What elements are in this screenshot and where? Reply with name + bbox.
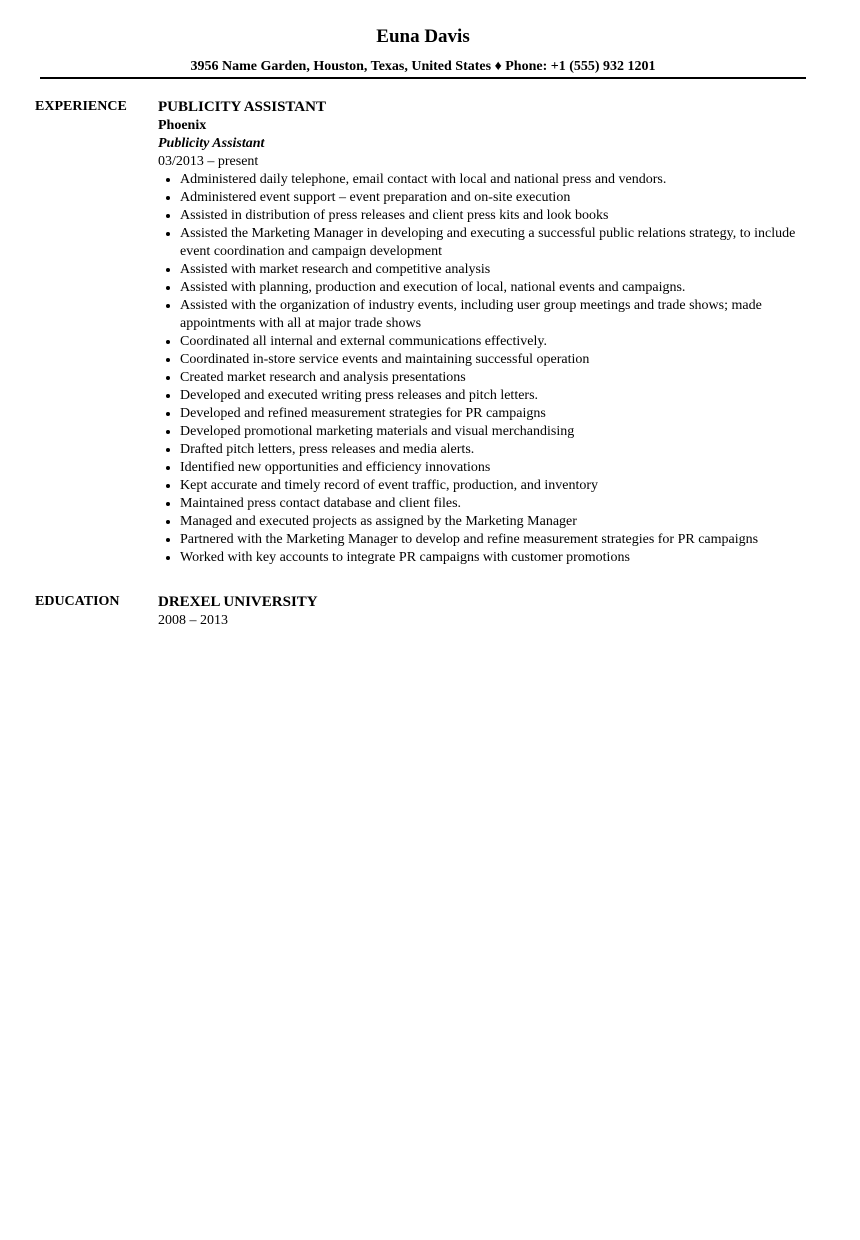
header-divider (40, 77, 806, 79)
responsibility-item: Assisted with planning, production and execution of local, national events and campaigns. (158, 279, 818, 297)
responsibility-item: Assisted in distribution of press releases and client press kits and look books (158, 207, 818, 225)
responsibility-item: Developed and executed writing press releases and pitch letters. (158, 387, 818, 405)
job-dates: 03/2013 – present (158, 154, 259, 169)
responsibility-item: Identified new opportunities and efficiency innovations (158, 459, 818, 477)
responsibility-item: Assisted with the organization of industry events, including user group meetings and trade shows; made appointments with all at major trade shows (158, 297, 818, 333)
contact-line: 3956 Name Garden, Houston, Texas, United States ♦ Phone: +1 (555) 932 1201 (190, 59, 656, 74)
experience-section (158, 98, 818, 567)
experience-section-label: EXPERIENCE (35, 99, 127, 114)
responsibility-item: Developed promotional marketing materials and visual merchandising (158, 423, 818, 441)
school-name: DREXEL UNIVERSITY (158, 594, 318, 610)
responsibility-item: Assisted with market research and competitive analysis (158, 261, 818, 279)
responsibility-item: Managed and executed projects as assigned by the Marketing Manager (158, 513, 818, 531)
education-section (158, 593, 818, 630)
responsibility-item: Maintained press contact database and client files. (158, 495, 818, 513)
education-dates: 2008 – 2013 (158, 613, 228, 628)
job-role: Publicity Assistant (158, 136, 265, 151)
responsibility-item: Coordinated in-store service events and maintaining successful operation (158, 351, 818, 369)
responsibility-item: Partnered with the Marketing Manager to develop and refine measurement strategies for PR campaigns (158, 531, 818, 549)
responsibility-item: Drafted pitch letters, press releases and media alerts. (158, 441, 818, 459)
company-name: Phoenix (158, 118, 207, 133)
job-title: PUBLICITY ASSISTANT (158, 99, 326, 115)
responsibility-item: Created market research and analysis presentations (158, 369, 818, 387)
responsibilities-list (158, 171, 818, 567)
education-section-label: EDUCATION (35, 594, 120, 609)
responsibility-item: Coordinated all internal and external communications effectively. (158, 333, 818, 351)
responsibility-item: Kept accurate and timely record of event traffic, production, and inventory (158, 477, 818, 495)
responsibility-item: Administered daily telephone, email contact with local and national press and vendors. (158, 171, 818, 189)
responsibility-item: Administered event support – event preparation and on-site execution (158, 189, 818, 207)
responsibility-item: Assisted the Marketing Manager in developing and executing a successful public relations strategy, to include event coordination and campaign development (158, 225, 818, 261)
responsibility-item: Worked with key accounts to integrate PR campaigns with customer promotions (158, 549, 818, 567)
candidate-name: Euna Davis (376, 26, 470, 47)
responsibility-item: Developed and refined measurement strategies for PR campaigns (158, 405, 818, 423)
